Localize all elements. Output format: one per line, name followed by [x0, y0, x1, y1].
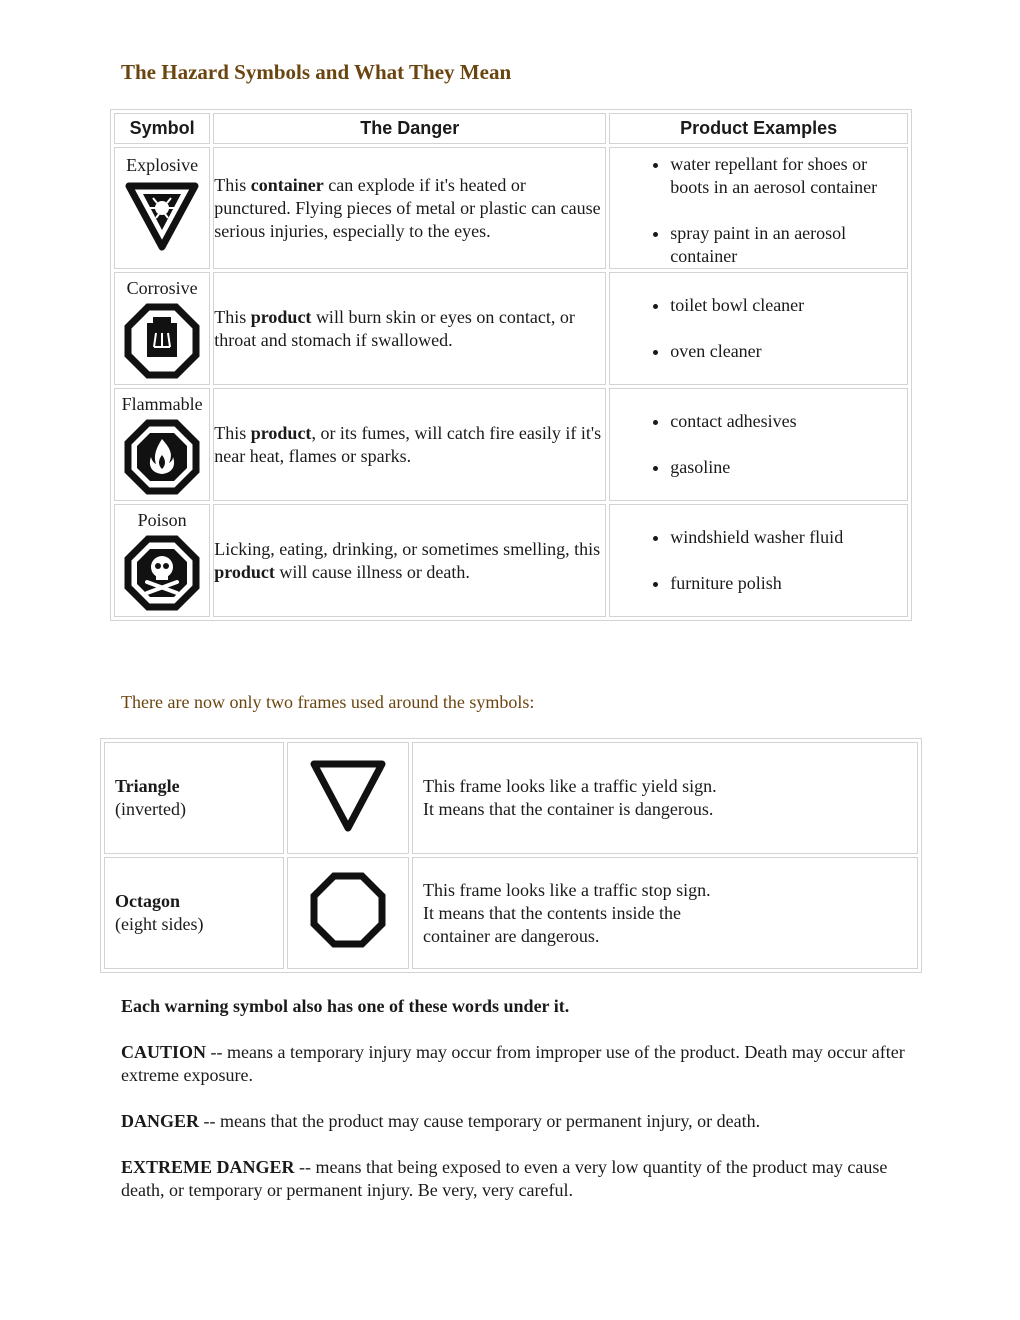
list-item: • water repellant for shoes or boots in an aerosol container — [670, 153, 907, 199]
frame-note: (inverted) — [115, 799, 186, 819]
list-item: • toilet bowl cleaner — [670, 294, 907, 317]
symbol-cell — [114, 147, 210, 269]
examples-list — [610, 294, 907, 363]
danger-text: Licking, eating, drinking, or sometimes smelling, this product will cause illness or death. — [214, 538, 601, 582]
list-item: • furniture polish — [670, 572, 907, 595]
hazard-row-corrosive — [114, 272, 908, 385]
hazard-row-explosive — [114, 147, 908, 269]
list-item: • oven cleaner — [670, 340, 907, 363]
header-symbol: Symbol — [114, 113, 210, 144]
frame-description-line: This frame looks like a traffic stop sign. — [423, 879, 711, 900]
frame-note: (eight sides) — [115, 914, 204, 934]
examples-cell — [609, 388, 908, 501]
symbol-name: Poison — [137, 510, 187, 530]
header-examples: Product Examples — [609, 113, 908, 144]
corrosive-octagon-icon — [123, 303, 201, 379]
frame-description-line: container are dangerous. — [423, 925, 600, 946]
examples-list — [610, 153, 907, 268]
danger-text: This container can explode if it's heated or punctured. Flying pieces of metal or plastic can cause serious injuries, especially to the eyes. — [214, 174, 601, 241]
danger-cell — [213, 147, 606, 269]
danger-cell — [213, 272, 606, 385]
warning-word-extreme-danger: EXTREME DANGER -- means that being exposed to even a very low quantity of the product may cause death, or temporary or permanent injury. Be very, very careful. — [121, 1157, 888, 1200]
frame-row-octagon — [104, 857, 918, 969]
frames-table — [100, 738, 922, 973]
frame-icon-cell — [287, 857, 409, 969]
symbol-cell — [114, 272, 210, 385]
symbol-name: Flammable — [121, 394, 203, 414]
symbol-cell — [114, 388, 210, 501]
frame-description-line: This frame looks like a traffic yield sign. — [423, 776, 717, 796]
octagon-frame-icon — [308, 871, 388, 949]
triangle-frame-icon — [308, 756, 388, 834]
list-item: • windshield washer fluid — [670, 526, 907, 549]
frame-description-line: It means that the container is dangerous. — [423, 799, 714, 819]
hazard-row-poison — [114, 504, 908, 617]
list-item: • spray paint in an aerosol container — [670, 222, 907, 268]
frame-name-cell — [104, 742, 284, 854]
warning-words-intro: Each warning symbol also has one of these words under it. — [121, 996, 570, 1016]
symbol-name: Corrosive — [126, 278, 198, 298]
frame-icon-cell — [287, 742, 409, 854]
symbol-cell — [114, 504, 210, 617]
frame-name: Triangle — [115, 776, 180, 796]
hazard-symbols-table — [110, 109, 912, 621]
poison-octagon-icon — [123, 535, 201, 611]
symbol-name: Explosive — [126, 155, 199, 175]
list-item: • gasoline — [670, 456, 907, 479]
danger-text: This product will burn skin or eyes on contact, or throat and stomach if swallowed. — [214, 306, 575, 350]
list-item: • contact adhesives — [670, 410, 907, 433]
examples-cell — [609, 504, 908, 617]
frame-description-cell — [412, 742, 918, 854]
examples-cell — [609, 272, 908, 385]
frame-description-cell — [412, 857, 918, 969]
frame-name: Octagon — [115, 891, 180, 911]
warning-word-caution: CAUTION -- means a temporary injury may occur from improper use of the product. Death may occur after extreme exposure. — [121, 1042, 905, 1085]
frame-row-triangle — [104, 742, 918, 854]
danger-text: This product, or its fumes, will catch fire easily if it's near heat, flames or sparks. — [214, 422, 602, 466]
frame-name-cell — [104, 857, 284, 969]
examples-list — [610, 526, 907, 595]
frame-description-line: It means that the contents inside the — [423, 902, 681, 923]
danger-cell — [213, 504, 606, 617]
table-header-row — [114, 113, 908, 144]
header-danger: The Danger — [213, 113, 606, 144]
hazard-row-flammable — [114, 388, 908, 501]
examples-cell — [609, 147, 908, 269]
flammable-octagon-icon — [123, 419, 201, 495]
frames-subheading: There are now only two frames used around the symbols: — [121, 692, 535, 712]
warning-word-danger: DANGER -- means that the product may cause temporary or permanent injury, or death. — [121, 1111, 761, 1131]
danger-cell — [213, 388, 606, 501]
warning-words-section — [121, 995, 921, 1225]
page-title: The Hazard Symbols and What They Mean — [121, 60, 512, 84]
examples-list — [610, 410, 907, 479]
explosive-triangle-icon — [123, 180, 201, 252]
